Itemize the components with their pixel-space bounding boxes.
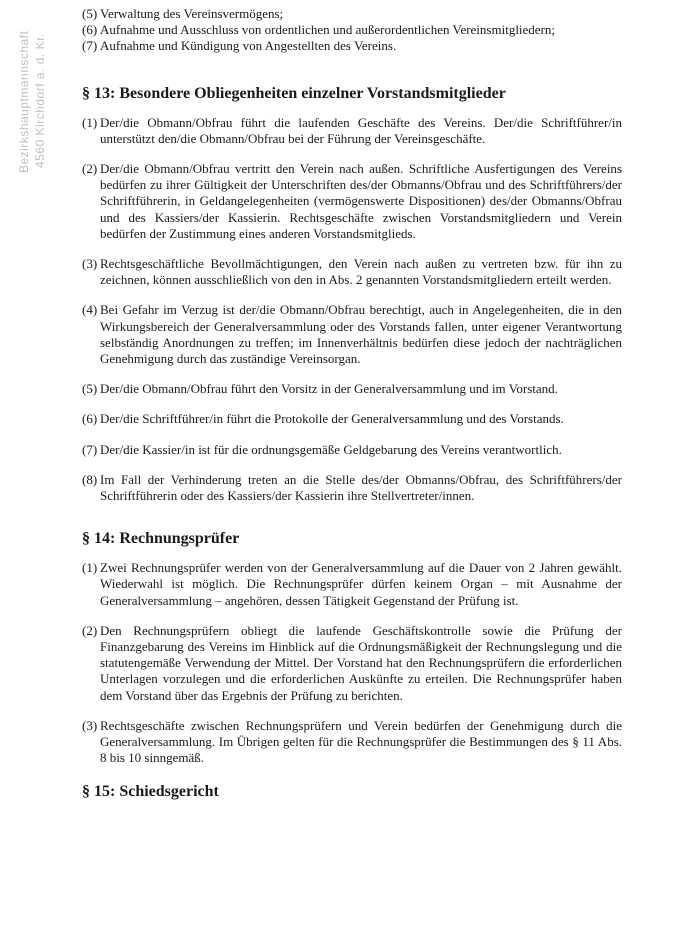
s13-paragraph-4: (4) Bei Gefahr im Verzug ist der/die Obmann/Obfrau berechtigt, auch in Angelegenheiten, die in den Wirkungsbereich der Generalversammlung oder des Vorstands fallen, unter eigener Verantwortung selbständig Anordnungen zu treffen; im Innenverhältnis bedürfen diese jedoch der nachträglichen Genehmigung durch das zuständige Vereinsorgan. <box>82 302 622 367</box>
s13-paragraph-3: (3) Rechtsgeschäftliche Bevollmächtigungen, den Verein nach außen zu vertreten bzw. für ihn zu zeichnen, können ausschließlich von den in Abs. 2 genannten Vorstandsmitgliedern erteilt werden. <box>82 256 622 288</box>
section-13-heading: § 13: Besondere Obliegenheiten einzelner Vorstandsmitglieder <box>82 84 506 102</box>
s14-paragraph-2: (2) Den Rechnungsprüfern obliegt die laufende Geschäftskontrolle sowie die Prüfung der Finanzgebarung des Vereins im Hinblick auf die Ordnungsmäßigkeit der Rechnungslegung und die statutengemäße Verwendung der Mittel. Der Vorstand hat den Rechnungsprüfern die erforderlichen Unterlagen vorzulegen und die erforderlichen Auskünfte zu erteilen. Die Rechnungsprüfer haben dem Vorstand über das Ergebnis der Prüfung zu berichten. <box>82 622 622 703</box>
list-item: (7) Aufnahme und Kündigung von Angestellten des Vereins. <box>82 38 397 54</box>
section-14-heading: § 14: Rechnungsprüfer <box>82 530 240 548</box>
stamp-line-2: 4560 Kirchdorf a. d. Kr. <box>33 33 47 168</box>
authority-stamp <box>14 8 58 178</box>
s13-paragraph-1: (1) Der/die Obmann/Obfrau führt die laufenden Geschäfte des Vereins. Der/die Schriftführer/in unterstützt den/die Obmann/Obfrau bei der Führung der Vereinsgeschäfte. <box>82 114 622 146</box>
s14-paragraph-3: (3) Rechtsgeschäfte zwischen Rechnungsprüfern und Verein bedürfen der Genehmigung durch die Generalversammlung. Im Übrigen gelten für die Rechnungsprüfer die Bestimmungen des § 11 Abs. 8 bis 10 sinngemäß. <box>82 717 622 766</box>
s14-paragraph-1: (1) Zwei Rechnungsprüfer werden von der Generalversammlung auf die Dauer von 2 Jahren gewählt. Wiederwahl ist möglich. Die Rechnungsprüfer dürfen keinem Organ – mit Ausnahme der Generalversammlung – angehören, dessen Tätigkeit Gegenstand der Prüfung ist. <box>82 560 622 608</box>
continued-list <box>82 6 622 55</box>
document-page <box>82 6 622 801</box>
s13-paragraph-5: (5) Der/die Obmann/Obfrau führt den Vorsitz in der Generalversammlung und im Vorstand. <box>82 381 558 397</box>
s13-paragraph-7: (7) Der/die Kassier/in ist für die ordnungsgemäße Geldgebarung des Vereins verantwortlich. <box>82 441 562 457</box>
list-item: (6) Aufnahme und Ausschluss von ordentlichen und außerordentlichen Vereinsmitgliedern; <box>82 22 556 38</box>
s13-paragraph-8: (8) Im Fall der Verhinderung treten an die Stelle des/der Obmanns/Obfrau, des Schriftführers/der Schriftführerin oder des Kassiers/der Kassierin ihre Stellvertreter/innen. <box>82 471 622 504</box>
list-item: (5) Verwaltung des Vereinsvermögens; <box>82 6 284 21</box>
s13-paragraph-2: (2) Der/die Obmann/Obfrau vertritt den Verein nach außen. Schriftliche Ausfertigungen des Vereins bedürfen zu ihrer Gültigkeit der Unterschriften des/der Obmanns/Obfrau und des Schriftführers/der Schriftführerin, in Geldangelegenheiten (vermögenswerte Dispositionen) des/der Obmanns/Obfrau und des Kassiers/der Kassierin. Rechtsgeschäfte zwischen Vorstandsmitgliedern und Verein bedürfen der Zustimmung eines anderen Vorstandsmitglieds. <box>82 161 622 241</box>
stamp-line-1: Bezirkshauptmannschaft <box>17 30 31 173</box>
section-15-heading: § 15: Schiedsgericht <box>82 782 219 800</box>
s13-paragraph-6: (6) Der/die Schriftführer/in führt die Protokolle der Generalversammlung und des Vorstands. <box>82 411 564 427</box>
